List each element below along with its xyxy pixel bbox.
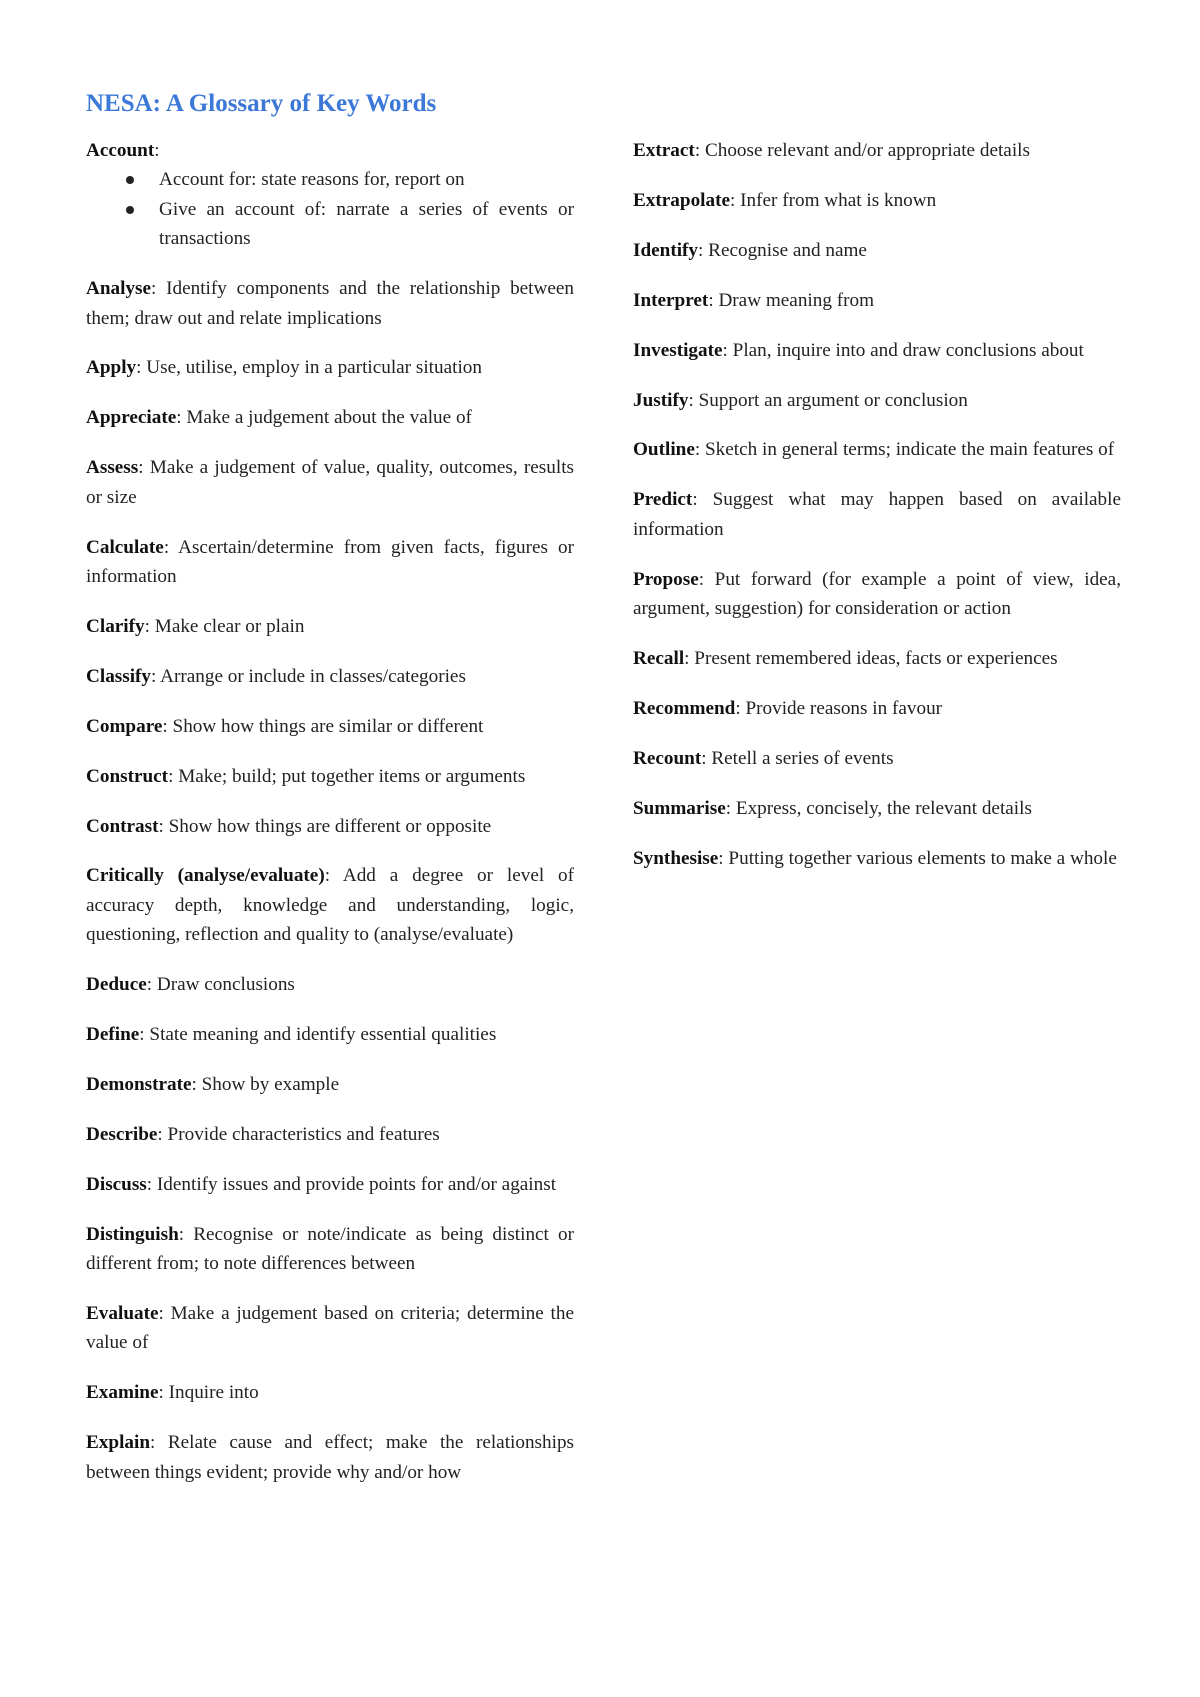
glossary-term: Propose — [633, 568, 699, 590]
glossary-entry — [633, 565, 1121, 624]
glossary-definition: : Use, utilise, employ in a particular situation — [136, 357, 482, 379]
right-column — [633, 136, 1121, 894]
glossary-term: Distinguish — [86, 1223, 179, 1245]
glossary-term: Predict — [633, 489, 693, 511]
glossary-term: Explain — [86, 1432, 150, 1454]
glossary-term: Recall — [633, 647, 685, 669]
glossary-entry — [633, 386, 1121, 415]
glossary-definition: : Show how things are different or opposite — [158, 815, 492, 837]
glossary-term: Evaluate — [86, 1302, 159, 1324]
glossary-definition: : Draw meaning from — [708, 289, 875, 311]
glossary-definition: : — [154, 140, 160, 161]
glossary-entry — [86, 1020, 574, 1049]
glossary-definition: : Plan, inquire into and draw conclusions about — [722, 339, 1084, 361]
glossary-entry — [86, 812, 574, 841]
glossary-term: Demonstrate — [86, 1073, 192, 1095]
glossary-definition: : Support an argument or conclusion — [688, 389, 968, 411]
glossary-entry — [86, 861, 574, 949]
glossary-definition: : Show by example — [191, 1073, 340, 1095]
glossary-definition: : Provide characteristics and features — [157, 1123, 440, 1145]
glossary-definition: : Make a judgement based on criteria; determine the value of — [86, 1302, 574, 1354]
glossary-definition: : Relate cause and effect; make the relationships between things evident; provide why and/or how — [86, 1432, 574, 1483]
glossary-term: Apply — [86, 357, 137, 379]
glossary-term: Extract — [633, 140, 695, 161]
glossary-term: Justify — [633, 389, 689, 411]
glossary-term: Recount — [633, 747, 702, 769]
glossary-entry — [86, 353, 574, 382]
glossary-definition: : Sketch in general terms; indicate the main features of — [694, 439, 1115, 461]
glossary-term: Investigate — [633, 339, 723, 361]
bullet-item: Give an account of: narrate a series of events or transactions — [86, 195, 574, 254]
glossary-definition: : Putting together various elements to make a whole — [718, 847, 1117, 869]
glossary-entry — [633, 236, 1121, 265]
glossary-definition: : Present remembered ideas, facts or experiences — [684, 647, 1058, 669]
glossary-entry — [633, 794, 1121, 823]
glossary-term: Deduce — [86, 974, 147, 996]
glossary-entry — [86, 453, 574, 512]
glossary-entry — [86, 612, 574, 641]
glossary-term: Summarise — [633, 797, 726, 819]
glossary-entry — [86, 1299, 574, 1358]
glossary-definition: : Provide reasons in favour — [735, 697, 943, 719]
glossary-term: Classify — [86, 665, 152, 687]
glossary-term: Construct — [86, 765, 169, 787]
glossary-definition: : State meaning and identify essential qualities — [139, 1024, 497, 1046]
glossary-term: Compare — [86, 715, 163, 737]
glossary-term: Define — [86, 1024, 140, 1046]
account-bullet-list — [86, 165, 574, 253]
glossary-term: Appreciate — [86, 407, 177, 429]
glossary-entry — [86, 970, 574, 999]
glossary-definition: : Make clear or plain — [144, 615, 305, 637]
glossary-definition: : Draw conclusions — [146, 974, 295, 996]
glossary-entry — [86, 403, 574, 432]
glossary-term: Interpret — [633, 289, 709, 311]
glossary-definition: : Put forward (for example a point of view, idea, argument, suggestion) for consideration or action — [633, 568, 1121, 620]
glossary-entry — [633, 844, 1121, 873]
glossary-definition: : Suggest what may happen based on available information — [633, 489, 1121, 540]
glossary-term: Clarify — [86, 615, 145, 637]
glossary-definition: : Recognise and name — [698, 239, 867, 261]
glossary-entry — [633, 744, 1121, 773]
glossary-term: Critically (analyse/evaluate) — [86, 865, 325, 887]
glossary-entry — [86, 1220, 574, 1279]
glossary-entry — [86, 533, 574, 592]
glossary-term: Contrast — [86, 815, 159, 837]
glossary-entry — [86, 1070, 574, 1099]
glossary-definition: : Make a judgement about the value of — [176, 407, 472, 429]
glossary-term: Account — [86, 140, 155, 161]
glossary-entry-account — [86, 136, 574, 165]
glossary-term: Synthesise — [633, 847, 719, 869]
glossary-term: Examine — [86, 1382, 159, 1404]
glossary-entry — [86, 1120, 574, 1149]
glossary-definition: : Add a degree or level of accuracy depth, knowledge and understanding, logic, questioning, reflection and quality to (analyse/evaluate) — [86, 865, 574, 946]
glossary-entry — [86, 274, 574, 333]
glossary-term: Outline — [633, 439, 695, 461]
glossary-entry — [633, 485, 1121, 544]
glossary-entry — [633, 186, 1121, 215]
glossary-entry — [86, 712, 574, 741]
glossary-definition: : Make a judgement of value, quality, outcomes, results or size — [86, 457, 574, 508]
left-column — [86, 136, 574, 1508]
glossary-term: Discuss — [86, 1173, 147, 1195]
glossary-term: Identify — [633, 239, 699, 261]
glossary-definition: : Retell a series of events — [701, 747, 894, 769]
glossary-definition: : Make; build; put together items or arguments — [168, 765, 526, 787]
glossary-definition: : Inquire into — [158, 1382, 259, 1404]
page-title: NESA: A Glossary of Key Words — [86, 90, 437, 117]
glossary-definition: : Express, concisely, the relevant details — [725, 797, 1032, 819]
glossary-definition: : Show how things are similar or different — [162, 715, 484, 737]
glossary-definition: : Identify issues and provide points for and/or against — [146, 1173, 557, 1195]
glossary-definition: : Recognise or note/indicate as being distinct or different from; to note differences between — [86, 1223, 574, 1275]
glossary-definition: : Ascertain/determine from given facts, figures or information — [86, 536, 574, 587]
glossary-entry — [86, 1428, 574, 1487]
glossary-entry — [86, 1170, 574, 1199]
glossary-definition: : Identify components and the relationship between them; draw out and relate implications — [86, 278, 574, 329]
glossary-term: Describe — [86, 1123, 158, 1145]
glossary-entry — [86, 662, 574, 691]
glossary-term: Assess — [86, 457, 139, 479]
glossary-entry — [86, 762, 574, 791]
glossary-entry — [633, 694, 1121, 723]
glossary-term: Recommend — [633, 697, 736, 719]
glossary-entry — [633, 286, 1121, 315]
glossary-term: Calculate — [86, 536, 164, 558]
glossary-entry — [633, 644, 1121, 673]
glossary-entry — [633, 435, 1121, 464]
glossary-definition: : Infer from what is known — [730, 189, 937, 211]
glossary-term: Extrapolate — [633, 189, 730, 211]
bullet-item: Account for: state reasons for, report on — [86, 165, 574, 194]
glossary-entry — [633, 336, 1121, 365]
glossary-term: Analyse — [86, 278, 152, 300]
glossary-entry — [633, 136, 1121, 165]
glossary-definition: : Arrange or include in classes/categories — [151, 665, 466, 687]
glossary-definition: : Choose relevant and/or appropriate details — [694, 140, 1030, 161]
glossary-entry — [86, 1378, 574, 1407]
